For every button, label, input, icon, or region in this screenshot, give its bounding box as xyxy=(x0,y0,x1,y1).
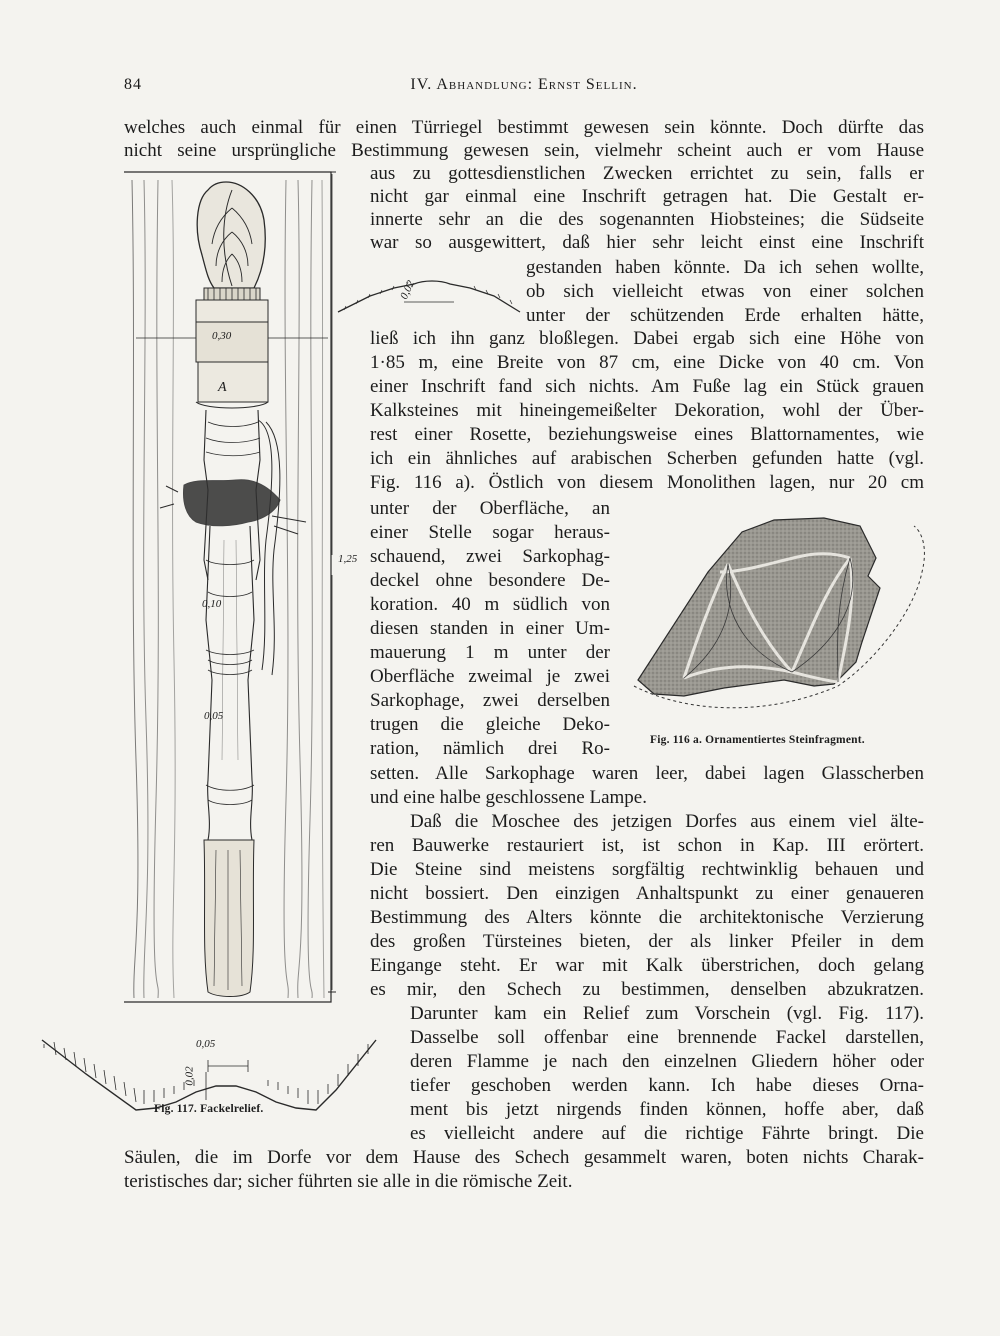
text-line: des großen Türsteines bieten, der als linker Pfeiler in dem xyxy=(370,931,924,952)
text-line: tiefer geschoben werden kann. Ich habe dieses Orna- xyxy=(410,1075,924,1096)
page-number: 84 xyxy=(124,76,142,93)
text-line: Kalksteines mit hineingemeißelter Dekoration, wohl der Über- xyxy=(370,400,924,421)
text-line: nicht bossiert. Den einzigen Anhaltspunkt zu einer genaueren xyxy=(370,883,924,904)
text-line: rest einer Rosette, beziehungsweise eines Blattornamentes, wie xyxy=(370,424,924,445)
text-line: deckel ohne besondere De- xyxy=(370,570,610,591)
figure-caption-117: Fig. 117. Fackelrelief. xyxy=(154,1103,264,1115)
dimension-label: 0,05 xyxy=(196,1038,216,1050)
dimension-label: 0,30 xyxy=(212,330,232,342)
text-line: ob sich vielleicht etwas von einer solchen xyxy=(526,281,924,302)
text-line: Eingange steht. Er war mit Kalk überstrichen, doch gelang xyxy=(370,955,924,976)
text-line: aus zu gottesdienstlichen Zwecken errichtet zu sein, falls er xyxy=(370,163,924,184)
running-title: IV. Abhandlung: Ernst Sellin. xyxy=(410,76,638,93)
figure-torch-relief xyxy=(36,160,376,1120)
figure-section-sketch xyxy=(334,276,524,326)
text-line: innerte sehr an die des sogenannten Hiobsteines; die Südseite xyxy=(370,209,924,230)
text-line: mauerung 1 m unter der xyxy=(370,642,610,663)
text-line: schauend, zwei Sarkophag- xyxy=(370,546,610,567)
text-line: unter der schützenden Erde erhalten hätte, xyxy=(526,305,924,326)
text-line: es vielleicht andere auf die richtige Fährte bringt. Die xyxy=(410,1123,924,1144)
text-line: diesen standen in einer Um- xyxy=(370,618,610,639)
text-line: setten. Alle Sarkophage waren leer, dabei lagen Glasscherben xyxy=(370,763,924,784)
text-line: ren Bauwerke restauriert ist, ist schon in Kap. III erörtert. xyxy=(370,835,924,856)
text-line: nicht seine ursprüngliche Bestimmung gewesen sein, vielmehr scheint auch er vom Hause xyxy=(124,140,924,161)
text-line: Fig. 116 a). Östlich von diesem Monolithen lagen, nur 20 cm xyxy=(370,472,924,493)
text-line: einer Stelle sogar heraus- xyxy=(370,522,610,543)
text-line: teristisches dar; sicher führten sie alle in die römische Zeit. xyxy=(124,1171,573,1192)
text-line: ließ ich ihn ganz bloßlegen. Dabei ergab sich eine Höhe von xyxy=(370,328,924,349)
text-line: einer Inschrift fand sich nichts. Am Fuße lag ein Stück grauen xyxy=(370,376,924,397)
text-line: ich ein ähnliches auf arabischen Scherben gefunden hatte (vgl. xyxy=(370,448,924,469)
text-line: es mir, den Schech zu bestimmen, denselben abzukratzen. xyxy=(370,979,924,1000)
dimension-label: 0,10 xyxy=(202,598,222,610)
text-line: und eine halbe geschlossene Lampe. xyxy=(370,787,647,808)
text-line: Bestimmung des Alters könnte die architektonische Verzierung xyxy=(370,907,924,928)
text-line: welches auch einmal für einen Türriegel bestimmt gewesen sein könnte. Doch dürfte das xyxy=(124,117,924,138)
running-header xyxy=(124,76,924,96)
text-line: deren Flamme je nach den einzelnen Gliedern höher oder xyxy=(410,1051,924,1072)
text-line: Daß die Moschee des jetzigen Dorfes aus einem viel älte- xyxy=(410,811,924,832)
text-line: Oberfläche zweimal je zwei xyxy=(370,666,610,687)
dimension-label: A xyxy=(218,380,227,395)
text-line: unter der Oberfläche, an xyxy=(370,498,610,519)
text-line: Sarkophage, zwei derselben xyxy=(370,690,610,711)
text-line: nicht gar einmal eine Inschrift getragen hat. Die Gestalt er- xyxy=(370,186,924,207)
text-line: trugen die gleiche Deko- xyxy=(370,714,610,735)
dimension-label: 0,02 xyxy=(398,278,418,302)
figure-stone-fragment xyxy=(624,512,934,722)
text-line: ment bis jetzt nirgends finden können, hoffe aber, daß xyxy=(410,1099,924,1120)
text-line: gestanden haben könnte. Da ich sehen wollte, xyxy=(526,257,924,278)
text-line: Dasselbe soll offenbar eine brennende Fackel darstellen, xyxy=(410,1027,924,1048)
text-line: Darunter kam ein Relief zum Vorschein (vgl. Fig. 117). xyxy=(410,1003,924,1024)
dimension-label: 1,25 xyxy=(338,553,358,565)
text-line: koration. 40 m südlich von xyxy=(370,594,610,615)
dimension-label: 0,05 xyxy=(204,710,224,722)
text-line: Die Steine sind meistens sorgfältig rechtwinklig behauen und xyxy=(370,859,924,880)
text-line: ration, nämlich drei Ro- xyxy=(370,738,610,759)
text-line: 1·85 m, eine Breite von 87 cm, eine Dicke von 40 cm. Von xyxy=(370,352,924,373)
figure-caption-116a: Fig. 116 a. Ornamentiertes Steinfragment. xyxy=(650,734,865,746)
text-line: war so ausgewittert, daß hier sehr leicht einst eine Inschrift xyxy=(370,232,924,253)
dimension-label: 0,02 xyxy=(183,1066,196,1086)
text-line: Säulen, die im Dorfe vor dem Hause des Schech gesammelt waren, boten nichts Charak- xyxy=(124,1147,924,1168)
